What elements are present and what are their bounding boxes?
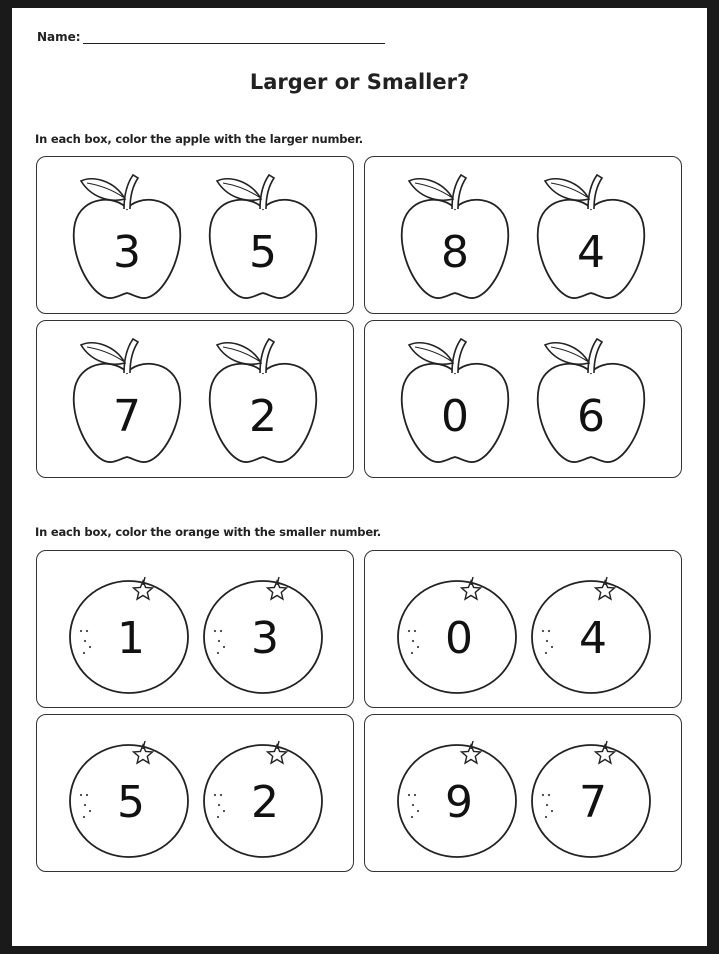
apple-left[interactable] [74, 175, 181, 298]
orange-box-2 [364, 550, 682, 708]
orange-left[interactable] [70, 741, 188, 857]
orange-number: 9 [445, 777, 473, 828]
apple-instruction: In each box, color the apple with the larger number. [35, 132, 363, 146]
apple-box-1 [36, 156, 354, 314]
orange-left[interactable] [70, 577, 188, 693]
apple-leaf-icon [217, 343, 261, 364]
orange-number: 3 [251, 613, 279, 664]
apple-leaf-icon [81, 179, 125, 200]
apple-number: 5 [249, 227, 277, 278]
apple-box-2 [364, 156, 682, 314]
orange-number: 2 [251, 777, 279, 828]
orange-left[interactable] [398, 577, 516, 693]
apple-leaf-icon [217, 179, 261, 200]
orange-instruction: In each box, color the orange with the smaller number. [35, 525, 381, 539]
apple-left[interactable] [402, 339, 509, 462]
worksheet [12, 8, 707, 946]
apple-box-4 [364, 320, 682, 478]
orange-number: 4 [579, 613, 607, 664]
orange-number: 0 [445, 613, 473, 664]
apple-number: 4 [577, 227, 605, 278]
orange-number: 7 [579, 777, 607, 828]
orange-right[interactable] [532, 741, 650, 857]
orange-number: 5 [117, 777, 145, 828]
name-label: Name: [37, 30, 81, 44]
apple-number: 8 [441, 227, 469, 278]
orange-left[interactable] [398, 741, 516, 857]
apple-number: 0 [441, 391, 469, 442]
apple-number: 7 [113, 391, 141, 442]
apple-leaf-icon [409, 179, 453, 200]
apple-number: 6 [577, 391, 605, 442]
orange-box-3 [36, 714, 354, 872]
apple-left[interactable] [74, 339, 181, 462]
orange-right[interactable] [204, 741, 322, 857]
apple-right[interactable] [538, 339, 645, 462]
orange-number: 1 [117, 613, 145, 664]
apple-left[interactable] [402, 175, 509, 298]
worksheet-title: Larger or Smaller? [249, 70, 470, 94]
apple-right[interactable] [210, 175, 317, 298]
apple-number: 3 [113, 227, 141, 278]
orange-box-1 [36, 550, 354, 708]
apple-box-3 [36, 320, 354, 478]
name-field [37, 30, 385, 44]
apple-leaf-icon [545, 179, 589, 200]
apple-leaf-icon [409, 343, 453, 364]
apple-right[interactable] [210, 339, 317, 462]
name-blank-line[interactable] [83, 31, 385, 44]
orange-right[interactable] [204, 577, 322, 693]
apple-leaf-icon [81, 343, 125, 364]
apple-leaf-icon [545, 343, 589, 364]
apple-right[interactable] [538, 175, 645, 298]
orange-right[interactable] [532, 577, 650, 693]
apple-number: 2 [249, 391, 277, 442]
orange-box-4 [364, 714, 682, 872]
